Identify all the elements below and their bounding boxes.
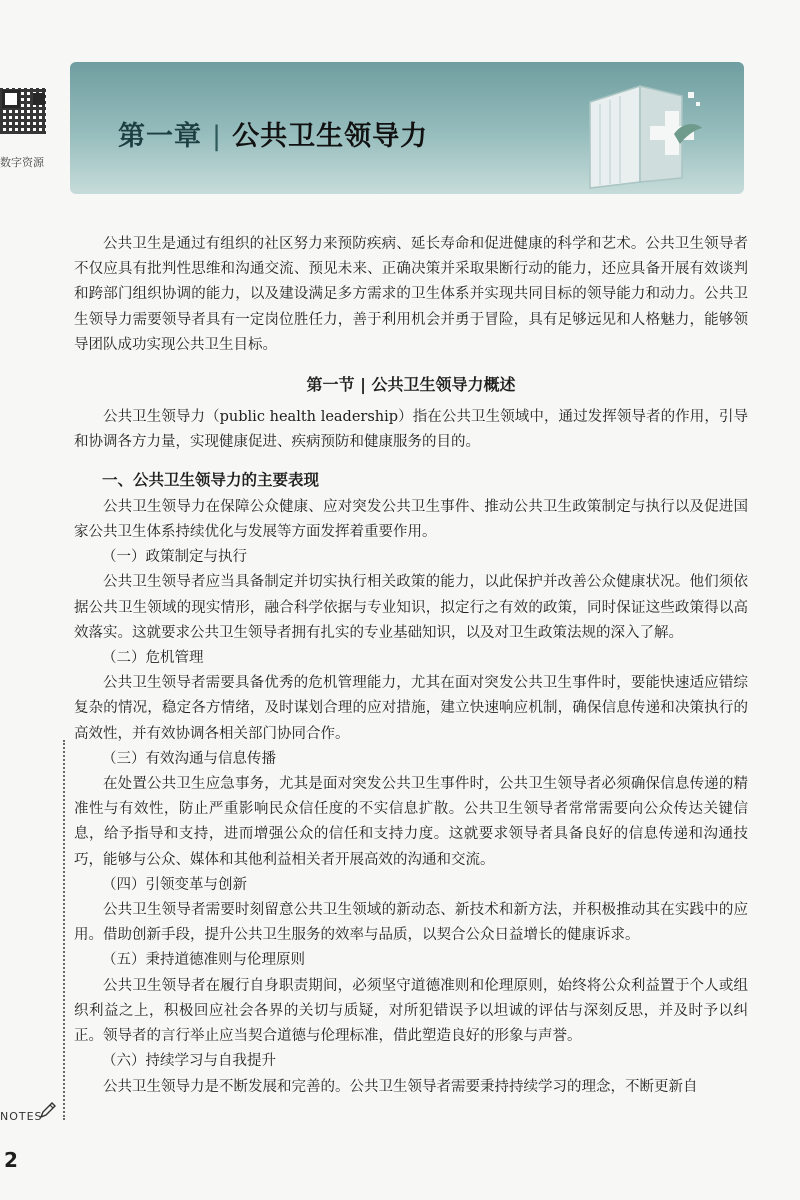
subheading: （六）持续学习与自我提升 [102, 1053, 276, 1070]
chapter-heading [118, 114, 428, 153]
notes-margin-rule [63, 740, 65, 1120]
qr-label: 数字资源 [0, 156, 44, 169]
subsection-paragraph: 公共卫生领导力是不断发展和完善的。公共卫生领导者需要秉持持续学习的理念，不断更新自 [103, 1078, 698, 1095]
subsection-paragraph: 公共卫生领导者在履行自身职责期间，必须坚守道德准则和伦理原则，始终将公众利益置于个人或组织利益之上，积极回应社会各界的关切与质疑，对所犯错误予以坦诚的评估与深刻反思，并及时予以纠正。领导者的言行举止应当契合道德与伦理标准，借此塑造良好的形象与声誉。 [74, 977, 748, 1045]
definition-paragraph: 公共卫生领导力（public health leadership）指在公共卫生领域中，通过发挥领导者的作用，引导和协调各方力量，实现健康促进、疾病预防和健康服务的目的。 [74, 409, 748, 451]
subheading: （五）秉持道德准则与伦理原则 [102, 952, 305, 969]
subsection-paragraph: 公共卫生领导者应当具备制定并切实执行相关政策的能力，以此保护并改善公众健康状况。他们须依据公共卫生领域的现实情形，融合科学依据与专业知识，拟定行之有效的政策，同时保证这些政策得以高效落实。这就要求公共卫生领导者拥有扎实的专业基础知识，以及对卫生政策法规的深入了解。 [74, 574, 748, 641]
section-title: 第一节 | 公共卫生领导力概述 [306, 375, 516, 395]
page-body [74, 232, 748, 1100]
book-cross-illustration-icon [570, 82, 710, 190]
chapter-title: 公共卫生领导力 [232, 121, 429, 152]
subheading: （三）有效沟通与信息传播 [102, 750, 276, 767]
notes-label: NOTES [0, 1110, 43, 1123]
pencil-icon [38, 1100, 58, 1120]
chapter-number: 第一章 [118, 121, 202, 152]
qr-code[interactable] [0, 88, 46, 134]
subsection-paragraph: 公共卫生领导者需要时刻留意公共卫生领域的新动态、新技术和新方法，并积极推动其在实践中的应用。借助创新手段，提升公共卫生服务的效率与品质，以契合公众日益增长的健康诉求。 [74, 902, 748, 944]
part-intro-paragraph: 公共卫生领导力在保障公众健康、应对突发公共卫生事件、推动公共卫生政策制定与执行以及促进国家公共卫生体系持续优化与发展等方面发挥着重要作用。 [74, 498, 748, 541]
intro-paragraph: 公共卫生是通过有组织的社区努力来预防疾病、延长寿命和促进健康的科学和艺术。公共卫生领导者不仅应具有批判性思维和沟通交流、预见未来、正确决策并采取果断行动的能力，还应具备开展有效谈判和跨部门组织协调的能力，以及建设满足多方需求的卫生体系并实现共同目标的领导能力和动力。公共卫生领导力需要领导者具有一定岗位胜任力，善于利用机会并勇于冒险，具有足够远见和人格魅力，能够领导团队成功实现公共卫生目标。 [74, 236, 748, 353]
page-number: 2 [4, 1148, 18, 1172]
subheading: （四）引领变革与创新 [102, 876, 247, 893]
chapter-banner [70, 62, 744, 194]
subsection-paragraph: 在处置公共卫生应急事务，尤其是面对突发公共卫生事件时，公共卫生领导者必须确保信息传递的精准性与有效性，防止严重影响民众信任度的不实信息扩散。公共卫生领导者常常需要向公众传达关键信息，给予指导和支持，进而增强公众的信任和支持力度。这就要求领导者具备良好的信息传递和沟通技巧，能够与公众、媒体和其他利益相关者开展高效的沟通和交流。 [74, 776, 748, 868]
subsection-paragraph: 公共卫生领导者需要具备优秀的危机管理能力，尤其在面对突发公共卫生事件时，要能快速适应错综复杂的情况，稳定各方情绪，及时谋划合理的应对措施，建立快速响应机制，确保信息传递和决策执行的高效性，并有效协调各相关部门协同合作。 [74, 675, 748, 742]
chapter-separator: | [212, 121, 223, 152]
subheading: （一）政策制定与执行 [102, 549, 247, 566]
subheading: （二）危机管理 [102, 650, 204, 667]
part-title: 一、公共卫生领导力的主要表现 [102, 470, 320, 489]
